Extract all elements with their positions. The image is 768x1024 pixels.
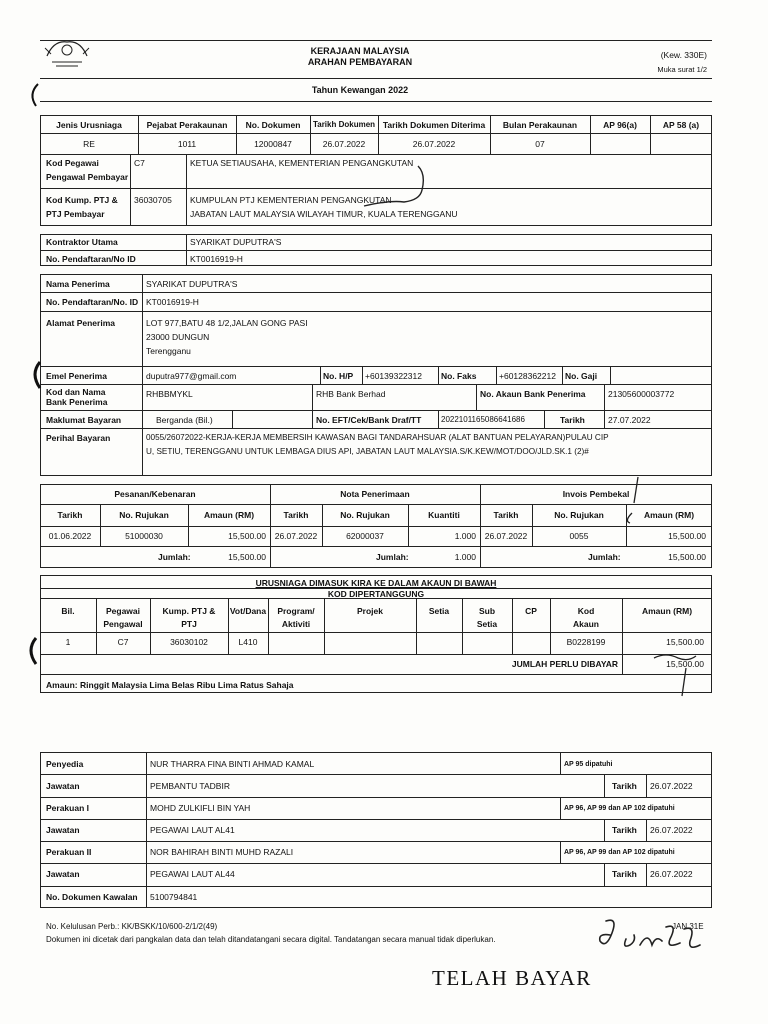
col-divider [604,774,605,797]
value-pejabat: 1011 [177,139,197,149]
tarikh-label-3: Tarikh [612,869,637,879]
bank-name: RHB Bank Berhad [316,389,386,399]
akaun-amaun: 15,500.00 [666,637,704,647]
inv-rujukan-header: No. Rujukan [554,510,604,520]
handwritten-signature [596,915,716,959]
bank-label-2: Bank Penerima [46,397,108,407]
col-divider [186,154,187,226]
penerima-name: SYARIKAT DUPUTRA'S [146,279,238,289]
inv-amaun: 15,500.00 [668,531,706,541]
penyedia-name: NUR THARRA FINA BINTI AHMAD KAMAL [150,759,315,769]
header-pejabat: Pejabat Perakaunan [146,120,228,130]
tarikh-3: 26.07.2022 [650,869,693,879]
col-divider [646,819,647,841]
akaun-subtitle: KOD DIPERTANGGUNG [327,589,425,599]
tarikh-label-1: Tarikh [612,781,637,791]
header-title-2: ARAHAN PEMBAYARAN [307,57,413,67]
pes-rujukan: 51000030 [125,531,163,541]
akaun-title: URUSNIAGA DIMASUK KIRA KE DALAM AKAUN DI BAWAH [255,578,497,588]
email-label: Emel Penerima [46,371,107,381]
nota-tarikh-header: Tarikh [283,510,309,520]
row-divider [40,863,712,864]
eft-value: 2022101165086641686 [441,415,525,424]
ptj-desc-1: KUMPULAN PTJ KEMENTERIAN PENGANGKUTAN [190,195,392,205]
jumlah-perlu-label: JUMLAH PERLU DIBAYAR [511,659,618,669]
inv-amaun-header: Amaun (RM) [643,510,695,520]
perakuan1-label: Perakuan I [46,803,89,813]
penerima-addr-label: Alamat Penerima [46,318,115,328]
tarikh-1: 26.07.2022 [650,781,693,791]
col-divider [186,234,187,266]
fiscal-year: Tahun Kewangan 2022 [311,85,409,95]
handwritten-arrow-mark [360,160,430,220]
jawatan-3: PEGAWAI LAUT AL44 [150,869,235,879]
perakuan1-name: MOHD ZULKIFLI BIN YAH [150,803,251,813]
tarikh-label-2: Tarikh [612,825,637,835]
kontraktor-reg-value: KT0016919-H [190,254,243,264]
col-divider [312,410,313,428]
form-code: (Kew. 330E) [660,50,707,60]
jawatan-label-1: Jawatan [46,781,80,791]
col-divider [604,819,605,841]
kawalan-label: No. Dokumen Kawalan [46,892,138,902]
row-divider [40,841,712,842]
col-divider [362,366,363,384]
header-nodok: No. Dokumen [245,120,301,130]
col-divider [476,384,477,410]
value-jenis: RE [83,139,95,149]
col-divider [604,410,605,428]
col-divider [142,274,143,476]
email-value: duputra977@gmail.com [146,371,237,381]
row-divider [40,384,712,385]
faks-label: No. Faks [441,371,477,381]
header-ap58: AP 58 (a) [662,120,700,130]
nota-tarikh: 26.07.2022 [274,531,318,541]
hp-label: No. H/P [323,371,354,381]
header-top-rule [40,40,712,41]
value-nodok: 12000847 [254,139,292,149]
col-divider [232,410,233,428]
nota-jumlah: 1.000 [454,552,476,562]
nota-rujukan: 62000037 [346,531,384,541]
header-cp: CP [525,606,537,616]
eft-label: No. EFT/Cek/Bank Draf/TT [316,415,422,425]
inv-jumlah: 15,500.00 [668,552,706,562]
jan-code: JAN 31E [672,922,704,931]
row-divider [40,774,712,775]
hp-value: +60139322312 [365,371,422,381]
jawatan-1: PEMBANTU TADBIR [150,781,230,791]
header-jenis: Jenis Urusniaga [56,120,122,130]
pes-tarikh: 01.06.2022 [48,531,92,541]
handwritten-mark-jumlah [652,630,702,700]
header-setia: Setia [428,606,450,616]
invois-header: Invois Pembekal [562,489,630,499]
value-diterima: 26.07.2022 [412,139,456,149]
header-bottom-rule [40,101,712,102]
header-pegawai: Pegawai [105,606,141,616]
gaji-label: No. Gaji [565,371,598,381]
acct-value: 21305600003772 [608,389,675,399]
inv-jumlah-label: Jumlah: [588,552,621,562]
paid-stamp: TELAH BAYAR [432,966,592,990]
kontraktor-label: Kontraktor Utama [46,237,118,247]
pesanan-header: Pesanan/Kebenaran [114,489,196,499]
row-divider [40,410,712,411]
perakuan2-label: Perakuan II [46,847,92,857]
ptj-code: 36030705 [134,195,172,205]
row-divider [40,366,712,367]
maklumat-label: Maklumat Bayaran [46,415,122,425]
perakuan2-note: AP 96, AP 99 dan AP 102 dipatuhi [564,849,675,856]
kontraktor-value: SYARIKAT DUPUTRA'S [190,237,282,247]
col-divider [604,863,605,886]
maklumat-value: Berganda (Bil.) [156,415,213,425]
header-program: Program/ [277,606,315,616]
akaun-pegawai: C7 [117,637,129,647]
ptj-label-2: PTJ Pembayar [46,209,105,219]
nota-header: Nota Penerimaan [340,489,410,499]
header-kump-2: PTJ [181,619,197,629]
col-divider [560,752,561,774]
col-divider [312,384,313,410]
pegawai-label: Kod Pegawai [46,158,99,168]
row-divider [40,819,712,820]
row-divider [40,797,712,798]
tarikh-2: 26.07.2022 [650,825,693,835]
kawalan-value: 5100794841 [150,892,198,902]
header-amaun: Amaun (RM) [641,606,693,616]
pes-amaun: 15,500.00 [228,531,266,541]
row-divider [40,526,712,527]
perihal-label: Perihal Bayaran [46,433,111,443]
akaun-vot: L410 [238,637,258,647]
acct-label: No. Akaun Bank Penerima [480,389,586,399]
kelulusan-note: No. Kelulusan Perb.: KK/BSKK/10/600-2/1/2(49) [46,922,218,931]
penerima-addr-1: LOT 977,BATU 48 1/2,JALAN GONG PASI [146,318,308,328]
header-title-1: KERAJAAN MALAYSIA [310,46,410,56]
col-divider [130,154,131,226]
row-divider [40,674,712,675]
row-divider [40,292,712,293]
header-sub-2: Setia [476,619,498,629]
perihal-line-1: 0055/26072022-KERJA-KERJA MEMBERSIH KAWASAN BAGI TANDARAHSUAR (ALAT BANTUAN PELAYARAN)PULAU CIP [146,433,609,442]
kontraktor-reg-label: No. Pendaftaran/No ID [46,254,136,264]
government-crest [42,36,92,70]
col-divider [438,410,439,428]
row-divider [40,654,712,655]
value-bulan: 07 [535,139,545,149]
header-bil: Bil. [61,606,75,616]
header-kod-2: Akaun [573,619,599,629]
row-divider [40,546,712,547]
row-divider [40,504,712,505]
maklumat-tarikh-label: Tarikh [560,415,585,425]
pes-tarikh-header: Tarikh [57,510,83,520]
col-divider [610,366,611,384]
col-divider [146,752,147,908]
nota-kuantiti-header: Kuantiti [428,510,460,520]
header-mid-rule [40,78,712,79]
inv-rujukan: 0055 [569,531,589,541]
penerima-addr-2: 23000 DUNGUN [146,332,210,342]
pegawai-code: C7 [134,158,145,168]
margin-bracket-1 [28,360,42,390]
header-tarikh-dok: Tarikh Dokumen [312,120,376,129]
akaun-kump: 36030102 [170,637,208,647]
akaun-bil: 1 [65,637,71,647]
header-kump: Kump. PTJ & [162,606,216,616]
bank-code: RHBBMYKL [146,389,193,399]
header-kod: Kod [577,606,595,616]
header-ap96: AP 96(a) [603,120,637,130]
perakuan1-note: AP 96, AP 99 dan AP 102 dipatuhi [564,805,675,812]
col-divider [544,410,545,428]
perihal-line-2: U, SETIU, TERENGGANU UNTUK LEMBAGA DIUS API, JABATAN LAUT MALAYSIA.S/K.KEW/MOT/DOO/JLD.SK.1 (2)# [146,447,589,456]
penyedia-note: AP 95 dipatuhi [564,761,613,768]
col-divider [646,774,647,797]
col-divider [604,384,605,410]
digital-note: Dokumen ini dicetak dari pangkalan data dan telah ditandatangani secara digital. Tandatangan secara manual tidak diperlukan. [46,935,496,944]
penerima-addr-3: Terengganu [146,346,191,356]
col-divider [562,366,563,384]
col-divider [646,863,647,886]
row-divider [40,133,712,134]
jawatan-label-2: Jawatan [46,825,80,835]
inv-tarikh-header: Tarikh [493,510,519,520]
value-tarikh-dok: 26.07.2022 [322,139,366,149]
jumlah-perlu-value: 15,500.00 [666,659,704,669]
col-divider [560,841,561,863]
penyedia-label: Penyedia [46,759,84,769]
penerima-reg: KT0016919-H [146,297,199,307]
penerima-name-label: Nama Penerima [46,279,110,289]
nota-rujukan-header: No. Rujukan [340,510,390,520]
header-pegawai-2: Pengawal [103,619,143,629]
header-sub: Sub [478,606,496,616]
jawatan-2: PEGAWAI LAUT AL41 [150,825,235,835]
handwritten-mark-invois [620,475,650,525]
perakuan2-name: NOR BAHIRAH BINTI MUHD RAZALI [150,847,294,857]
amaun-words: Amaun: Ringgit Malaysia Lima Belas Ribu Lima Ratus Sahaja [46,680,294,690]
page-number: Muka surat 1/2 [657,65,707,74]
pes-jumlah: 15,500.00 [228,552,266,562]
row-divider [40,250,712,251]
pes-amaun-header: Amaun (RM) [203,510,255,520]
col-divider [496,366,497,384]
col-divider [560,797,561,819]
nota-kuantiti: 1.000 [454,531,476,541]
row-divider [40,311,712,312]
col-divider [438,366,439,384]
bank-label: Kod dan Nama [46,387,106,397]
margin-bracket-2 [24,636,38,666]
header-bulan: Bulan Perakaunan [502,120,578,130]
col-divider [320,366,321,384]
penerima-reg-label: No. Pendaftaran/No. ID [46,297,139,307]
header-program-2: Aktiviti [281,619,311,629]
nota-jumlah-label: Jumlah: [376,552,409,562]
header-projek: Projek [357,606,383,616]
row-divider [40,428,712,429]
akaun-kod: B0228199 [566,637,606,647]
pes-rujukan-header: No. Rujukan [119,510,169,520]
ptj-label: Kod Kump. PTJ & [46,195,118,205]
row-divider [40,632,712,633]
maklumat-tarikh-value: 27.07.2022 [608,415,651,425]
header-vot: Vot/Dana [229,606,267,616]
row-divider [40,886,712,887]
faks-value: +60128362212 [499,371,556,381]
header-diterima: Tarikh Dokumen Diterima [382,120,486,130]
ptj-desc-2: JABATAN LAUT MALAYSIA WILAYAH TIMUR, KUALA TERENGGANU [190,209,458,219]
inv-tarikh: 26.07.2022 [484,531,528,541]
pes-jumlah-label: Jumlah: [158,552,191,562]
margin-bracket-3 [26,82,40,108]
pegawai-desc: KETUA SETIAUSAHA, KEMENTERIAN PENGANGKUTAN [190,158,414,168]
jawatan-label-3: Jawatan [46,869,80,879]
pegawai-label-2: Pengawal Pembayar [46,172,129,182]
